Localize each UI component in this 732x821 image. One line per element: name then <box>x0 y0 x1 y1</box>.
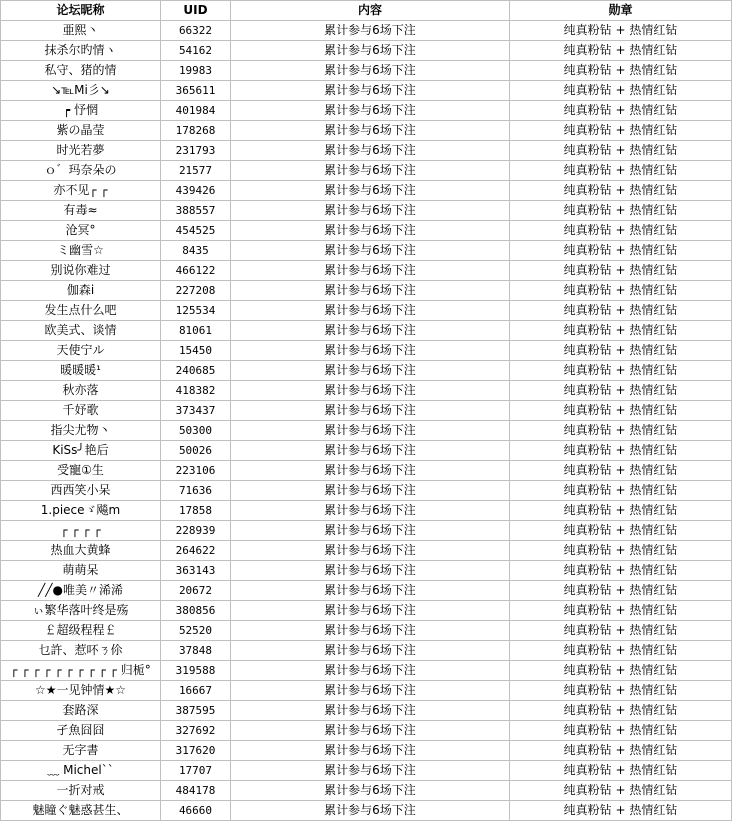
cell-content: 累计参与6场下注 <box>231 401 510 421</box>
cell-content: 累计参与6场下注 <box>231 61 510 81</box>
cell-nickname: 有毒≈ <box>1 201 161 221</box>
cell-uid: 16667 <box>161 681 231 701</box>
table-row <box>1 681 732 701</box>
cell-uid: 439426 <box>161 181 231 201</box>
table-row <box>1 441 732 461</box>
cell-uid: 231793 <box>161 141 231 161</box>
cell-medal: 纯真粉钻 + 热情红钻 <box>510 721 732 741</box>
cell-uid: 223106 <box>161 461 231 481</box>
cell-nickname: 私守、猪的情 <box>1 61 161 81</box>
cell-content: 累计参与6场下注 <box>231 541 510 561</box>
cell-nickname: ┍ 忬惘 <box>1 101 161 121</box>
cell-medal: 纯真粉钻 + 热情红钻 <box>510 761 732 781</box>
cell-medal: 纯真粉钻 + 热情红钻 <box>510 221 732 241</box>
table-row <box>1 101 732 121</box>
cell-content: 累计参与6场下注 <box>231 21 510 41</box>
cell-medal: 纯真粉钻 + 热情红钻 <box>510 61 732 81</box>
cell-nickname: 魅瞳ぐ魅惑甚生、 <box>1 801 161 821</box>
cell-uid: 8435 <box>161 241 231 261</box>
cell-uid: 418382 <box>161 381 231 401</box>
cell-content: 累计参与6场下注 <box>231 321 510 341</box>
cell-nickname: 受寵①生 <box>1 461 161 481</box>
cell-content: 累计参与6场下注 <box>231 721 510 741</box>
cell-content: 累计参与6场下注 <box>231 761 510 781</box>
cell-medal: 纯真粉钻 + 热情红钻 <box>510 341 732 361</box>
cell-content: 累计参与6场下注 <box>231 461 510 481</box>
table-row <box>1 141 732 161</box>
cell-content: 累计参与6场下注 <box>231 341 510 361</box>
cell-nickname: ｏ゛玛奈朵の <box>1 161 161 181</box>
header-uid: UID <box>161 1 231 21</box>
cell-content: 累计参与6场下注 <box>231 641 510 661</box>
cell-uid: 227208 <box>161 281 231 301</box>
cell-medal: 纯真粉钻 + 热情红钻 <box>510 121 732 141</box>
cell-medal: 纯真粉钻 + 热情红钻 <box>510 141 732 161</box>
table-row <box>1 361 732 381</box>
table-row <box>1 401 732 421</box>
cell-content: 累计参与6场下注 <box>231 561 510 581</box>
cell-medal: 纯真粉钻 + 热情红钻 <box>510 461 732 481</box>
table-row <box>1 421 732 441</box>
cell-medal: 纯真粉钻 + 热情红钻 <box>510 661 732 681</box>
cell-content: 累计参与6场下注 <box>231 281 510 301</box>
cell-uid: 50300 <box>161 421 231 441</box>
table-row <box>1 461 732 481</box>
cell-uid: 484178 <box>161 781 231 801</box>
cell-nickname: 别说你难过 <box>1 261 161 281</box>
cell-nickname: 时光若夢 <box>1 141 161 161</box>
table-row <box>1 621 732 641</box>
header-medal: 勋章 <box>510 1 732 21</box>
table-row <box>1 161 732 181</box>
cell-nickname: 伽森i <box>1 281 161 301</box>
cell-nickname: 一折对戒 <box>1 781 161 801</box>
cell-content: 累计参与6场下注 <box>231 801 510 821</box>
cell-content: 累计参与6场下注 <box>231 181 510 201</box>
cell-content: 累计参与6场下注 <box>231 521 510 541</box>
cell-medal: 纯真粉钻 + 热情红钻 <box>510 561 732 581</box>
cell-uid: 19983 <box>161 61 231 81</box>
cell-medal: 纯真粉钻 + 热情红钻 <box>510 701 732 721</box>
cell-uid: 466122 <box>161 261 231 281</box>
cell-content: 累计参与6场下注 <box>231 241 510 261</box>
cell-uid: 54162 <box>161 41 231 61</box>
cell-medal: 纯真粉钻 + 热情红钻 <box>510 301 732 321</box>
cell-medal: 纯真粉钻 + 热情红钻 <box>510 21 732 41</box>
cell-nickname: 西西笑小呆 <box>1 481 161 501</box>
cell-medal: 纯真粉钻 + 热情红钻 <box>510 321 732 341</box>
cell-uid: 21577 <box>161 161 231 181</box>
cell-nickname: 孑魚囧囧 <box>1 721 161 741</box>
cell-medal: 纯真粉钻 + 热情红钻 <box>510 81 732 101</box>
cell-nickname: 乜許、惹吥ㄋ伱 <box>1 641 161 661</box>
cell-medal: 纯真粉钻 + 热情红钻 <box>510 201 732 221</box>
cell-uid: 17858 <box>161 501 231 521</box>
table-row <box>1 321 732 341</box>
table-row <box>1 761 732 781</box>
cell-uid: 71636 <box>161 481 231 501</box>
cell-uid: 46660 <box>161 801 231 821</box>
cell-content: 累计参与6场下注 <box>231 141 510 161</box>
table-row <box>1 701 732 721</box>
table-row <box>1 41 732 61</box>
cell-medal: 纯真粉钻 + 热情红钻 <box>510 581 732 601</box>
cell-nickname: 发生点什么吧 <box>1 301 161 321</box>
cell-uid: 240685 <box>161 361 231 381</box>
table-row <box>1 221 732 241</box>
table-row <box>1 581 732 601</box>
header-row <box>1 1 732 21</box>
cell-nickname: 暖暖暖¹ <box>1 361 161 381</box>
cell-nickname: KiSs╯艳后 <box>1 441 161 461</box>
cell-uid: 20672 <box>161 581 231 601</box>
cell-medal: 纯真粉钻 + 热情红钻 <box>510 501 732 521</box>
cell-uid: 319588 <box>161 661 231 681</box>
cell-content: 累计参与6场下注 <box>231 41 510 61</box>
cell-medal: 纯真粉钻 + 热情红钻 <box>510 41 732 61</box>
cell-nickname: ￡超级程程￡ <box>1 621 161 641</box>
cell-uid: 66322 <box>161 21 231 41</box>
cell-content: 累计参与6场下注 <box>231 221 510 241</box>
cell-content: 累计参与6场下注 <box>231 601 510 621</box>
cell-uid: 178268 <box>161 121 231 141</box>
table-body <box>1 21 732 821</box>
cell-nickname: 套路深 <box>1 701 161 721</box>
cell-uid: 125534 <box>161 301 231 321</box>
cell-medal: 纯真粉钻 + 热情红钻 <box>510 161 732 181</box>
cell-uid: 228939 <box>161 521 231 541</box>
table-row <box>1 501 732 521</box>
cell-medal: 纯真粉钻 + 热情红钻 <box>510 281 732 301</box>
cell-content: 累计参与6场下注 <box>231 661 510 681</box>
cell-uid: 363143 <box>161 561 231 581</box>
cell-content: 累计参与6场下注 <box>231 261 510 281</box>
cell-content: 累计参与6场下注 <box>231 161 510 181</box>
cell-medal: 纯真粉钻 + 热情红钻 <box>510 521 732 541</box>
cell-nickname: 无字書 <box>1 741 161 761</box>
cell-medal: 纯真粉钻 + 热情红钻 <box>510 261 732 281</box>
table-row <box>1 741 732 761</box>
cell-nickname: 1.pieceゞ飚m <box>1 501 161 521</box>
cell-content: 累计参与6场下注 <box>231 361 510 381</box>
table-row <box>1 121 732 141</box>
cell-nickname: 紫の晶莹 <box>1 121 161 141</box>
cell-medal: 纯真粉钻 + 热情红钻 <box>510 781 732 801</box>
table-row <box>1 261 732 281</box>
cell-uid: 317620 <box>161 741 231 761</box>
cell-uid: 17707 <box>161 761 231 781</box>
cell-medal: 纯真粉钻 + 热情红钻 <box>510 181 732 201</box>
cell-medal: 纯真粉钻 + 热情红钻 <box>510 421 732 441</box>
cell-nickname: 指尖尤物丶 <box>1 421 161 441</box>
table-row <box>1 641 732 661</box>
table-row <box>1 661 732 681</box>
cell-nickname: ミ幽雪☆ <box>1 241 161 261</box>
cell-nickname: 热血大黄蜂 <box>1 541 161 561</box>
cell-uid: 264622 <box>161 541 231 561</box>
cell-content: 累计参与6场下注 <box>231 701 510 721</box>
cell-uid: 387595 <box>161 701 231 721</box>
cell-uid: 373437 <box>161 401 231 421</box>
table-row <box>1 481 732 501</box>
cell-content: 累计参与6场下注 <box>231 101 510 121</box>
cell-medal: 纯真粉钻 + 热情红钻 <box>510 401 732 421</box>
cell-nickname: ╱╱●唯美〃浠浠 <box>1 581 161 601</box>
cell-medal: 纯真粉钻 + 热情红钻 <box>510 361 732 381</box>
cell-nickname: ┌ ┌ ┌ ┌ ┌ ┌ ┌ ┌ ┌ ┌ 归栀° <box>1 661 161 681</box>
cell-uid: 388557 <box>161 201 231 221</box>
cell-nickname: 萌萌呆 <box>1 561 161 581</box>
cell-uid: 365611 <box>161 81 231 101</box>
cell-uid: 454525 <box>161 221 231 241</box>
table-row <box>1 81 732 101</box>
cell-uid: 37848 <box>161 641 231 661</box>
cell-nickname: ﹏ Michel`` <box>1 761 161 781</box>
cell-content: 累计参与6场下注 <box>231 201 510 221</box>
cell-uid: 81061 <box>161 321 231 341</box>
cell-medal: 纯真粉钻 + 热情红钻 <box>510 381 732 401</box>
cell-nickname: ┌ ┌ ┌ ┌ <box>1 521 161 541</box>
cell-content: 累计参与6场下注 <box>231 681 510 701</box>
cell-nickname: 秋亦落 <box>1 381 161 401</box>
cell-medal: 纯真粉钻 + 热情红钻 <box>510 481 732 501</box>
table-row <box>1 541 732 561</box>
cell-nickname: ぃ繁华落叶终是殇 <box>1 601 161 621</box>
cell-medal: 纯真粉钻 + 热情红钻 <box>510 801 732 821</box>
cell-nickname: 欧美式、谈情 <box>1 321 161 341</box>
cell-medal: 纯真粉钻 + 热情红钻 <box>510 441 732 461</box>
cell-nickname: ☆★一见钟情★☆ <box>1 681 161 701</box>
cell-content: 累计参与6场下注 <box>231 441 510 461</box>
table-row <box>1 201 732 221</box>
table-row <box>1 381 732 401</box>
cell-content: 累计参与6场下注 <box>231 581 510 601</box>
cell-content: 累计参与6场下注 <box>231 781 510 801</box>
table-row <box>1 301 732 321</box>
header-content: 内容 <box>231 1 510 21</box>
cell-nickname: 千妤歌 <box>1 401 161 421</box>
cell-uid: 52520 <box>161 621 231 641</box>
table-row <box>1 281 732 301</box>
cell-medal: 纯真粉钻 + 热情红钻 <box>510 601 732 621</box>
cell-nickname: 亜熙丶 <box>1 21 161 41</box>
table-row <box>1 721 732 741</box>
table-row <box>1 181 732 201</box>
cell-uid: 50026 <box>161 441 231 461</box>
table-row <box>1 561 732 581</box>
cell-content: 累计参与6场下注 <box>231 301 510 321</box>
cell-content: 累计参与6场下注 <box>231 741 510 761</box>
cell-content: 累计参与6场下注 <box>231 481 510 501</box>
cell-medal: 纯真粉钻 + 热情红钻 <box>510 101 732 121</box>
cell-nickname: ↘℡Mi彡↘ <box>1 81 161 101</box>
cell-content: 累计参与6场下注 <box>231 81 510 101</box>
cell-medal: 纯真粉钻 + 热情红钻 <box>510 641 732 661</box>
table-row <box>1 21 732 41</box>
table-row <box>1 341 732 361</box>
cell-nickname: 沧冥° <box>1 221 161 241</box>
table-row <box>1 241 732 261</box>
cell-content: 累计参与6场下注 <box>231 501 510 521</box>
cell-uid: 327692 <box>161 721 231 741</box>
cell-nickname: 抹杀尔旳情ヽ <box>1 41 161 61</box>
table-row <box>1 521 732 541</box>
cell-medal: 纯真粉钻 + 热情红钻 <box>510 741 732 761</box>
cell-medal: 纯真粉钻 + 热情红钻 <box>510 541 732 561</box>
cell-uid: 401984 <box>161 101 231 121</box>
cell-uid: 380856 <box>161 601 231 621</box>
cell-content: 累计参与6场下注 <box>231 621 510 641</box>
cell-uid: 15450 <box>161 341 231 361</box>
table-row <box>1 601 732 621</box>
cell-medal: 纯真粉钻 + 热情红钻 <box>510 241 732 261</box>
cell-nickname: 天使宁ル <box>1 341 161 361</box>
cell-nickname: 亦不见┌ ┌ <box>1 181 161 201</box>
table-row <box>1 61 732 81</box>
cell-content: 累计参与6场下注 <box>231 381 510 401</box>
cell-medal: 纯真粉钻 + 热情红钻 <box>510 681 732 701</box>
cell-medal: 纯真粉钻 + 热情红钻 <box>510 621 732 641</box>
table-row <box>1 801 732 821</box>
cell-content: 累计参与6场下注 <box>231 121 510 141</box>
table-row <box>1 781 732 801</box>
header-nickname: 论坛昵称 <box>1 1 161 21</box>
cell-content: 累计参与6场下注 <box>231 421 510 441</box>
